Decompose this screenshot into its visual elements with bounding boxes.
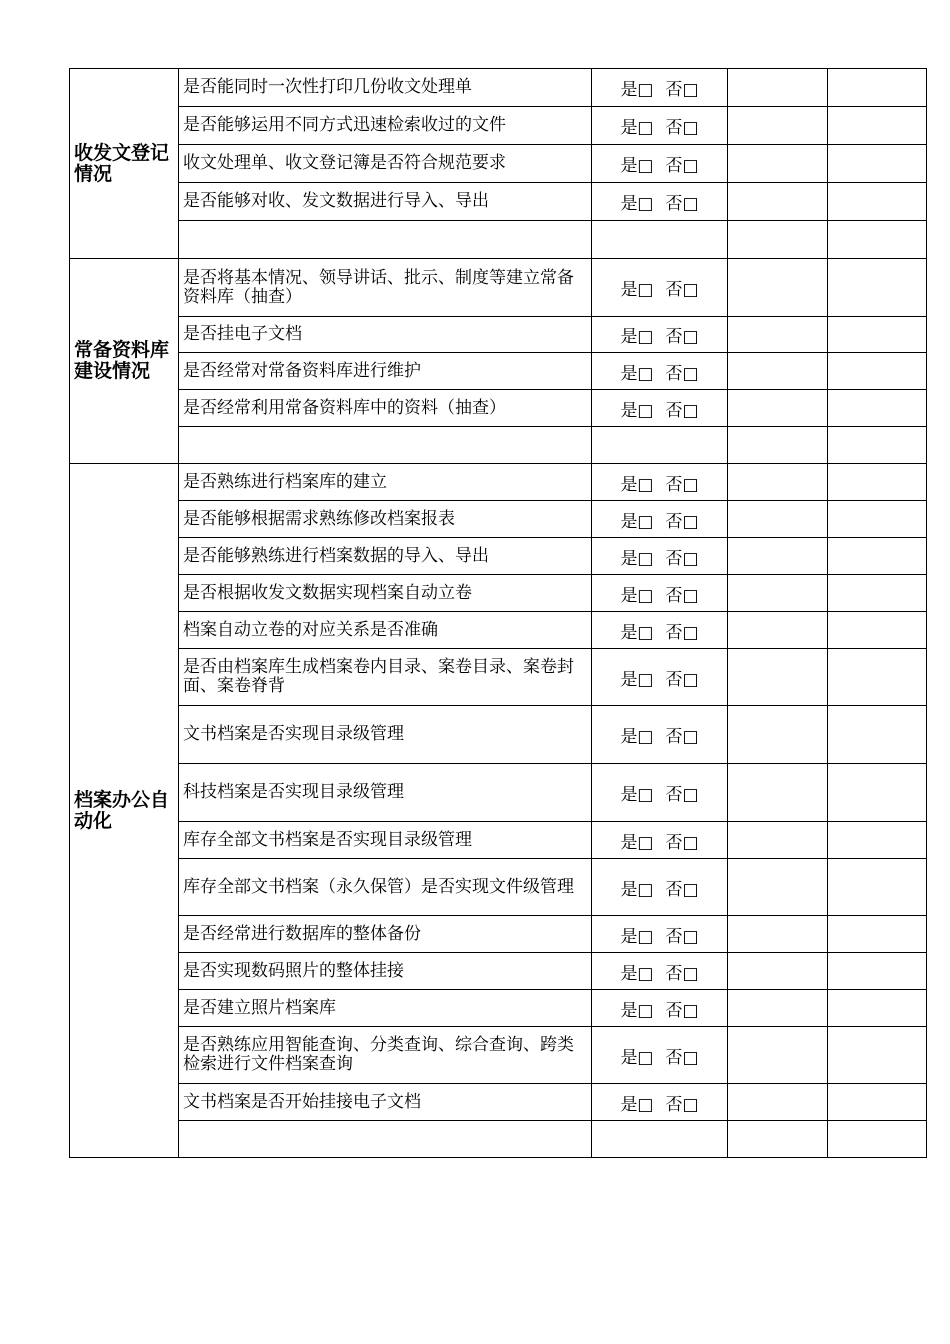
answer-cell [592,706,728,764]
table-row [70,1121,927,1158]
no-checkbox[interactable]: 否□ [665,832,699,853]
result-cell[interactable] [728,538,828,575]
table-row [70,1027,927,1084]
remark-cell[interactable] [828,427,927,464]
no-checkbox[interactable]: 否□ [665,363,699,384]
yes-checkbox[interactable]: 是□ [620,585,654,606]
table-row [70,427,927,464]
check-item: 是否能够根据需求熟练修改档案报表 [179,501,592,538]
remark-cell[interactable] [828,145,927,183]
yes-checkbox[interactable]: 是□ [620,727,654,747]
table-row [70,575,927,612]
table-row [70,259,927,317]
result-cell[interactable] [728,706,828,764]
check-item: 是否实现数码照片的整体挂接 [179,953,592,990]
answer-cell [592,259,728,317]
yes-checkbox[interactable]: 是□ [620,156,654,176]
check-item: 库存全部文书档案（永久保管）是否实现文件级管理 [179,859,592,916]
remark-cell[interactable] [828,764,927,822]
check-item: 是否经常对常备资料库进行维护 [179,353,592,390]
result-cell[interactable] [728,990,828,1027]
yes-checkbox[interactable]: 是□ [620,1094,654,1115]
no-checkbox[interactable]: 否□ [665,327,699,347]
answer-cell [592,916,728,953]
category-cell: 收发文登记情况 [70,69,179,259]
yes-checkbox[interactable]: 是□ [620,785,654,805]
table-row [70,612,927,649]
remark-cell[interactable] [828,353,927,390]
table-row [70,953,927,990]
table-row [70,183,927,221]
result-cell[interactable] [728,1027,828,1084]
yes-checkbox[interactable]: 是□ [620,363,654,384]
result-cell[interactable] [728,501,828,538]
yes-checkbox[interactable]: 是□ [620,832,654,853]
yes-checkbox[interactable]: 是□ [620,622,654,643]
check-item: 收文处理单、收文登记簿是否符合规范要求 [179,145,592,183]
yes-checkbox[interactable]: 是□ [620,1047,654,1068]
yes-checkbox[interactable]: 是□ [620,963,654,984]
remark-cell[interactable] [828,69,927,107]
check-item: 是否能够熟练进行档案数据的导入、导出 [179,538,592,575]
result-cell[interactable] [728,1084,828,1121]
remark-cell[interactable] [828,1084,927,1121]
table-row [70,916,927,953]
check-item: 文书档案是否实现目录级管理 [179,706,592,764]
answer-cell [592,612,728,649]
remark-cell[interactable] [828,649,927,706]
no-checkbox[interactable]: 否□ [665,926,699,947]
table-row [70,706,927,764]
answer-cell [592,822,728,859]
answer-cell [592,221,728,259]
no-checkbox[interactable]: 否□ [665,727,699,747]
yes-checkbox[interactable]: 是□ [620,194,654,214]
remark-cell[interactable] [828,538,927,575]
check-item: 档案自动立卷的对应关系是否准确 [179,612,592,649]
result-cell[interactable] [728,464,828,501]
yes-checkbox[interactable]: 是□ [620,80,654,100]
check-item [179,427,592,464]
table-row [70,501,927,538]
no-checkbox[interactable]: 否□ [665,118,699,138]
check-item: 是否能同时一次性打印几份收文处理单 [179,69,592,107]
yes-checkbox[interactable]: 是□ [620,879,654,900]
check-item: 是否挂电子文档 [179,317,592,353]
answer-cell [592,764,728,822]
yes-checkbox[interactable]: 是□ [620,327,654,347]
table-row [70,353,927,390]
check-item: 是否经常进行数据库的整体备份 [179,916,592,953]
result-cell[interactable] [728,427,828,464]
remark-cell[interactable] [828,612,927,649]
remark-cell[interactable] [828,464,927,501]
check-item: 是否能够对收、发文数据进行导入、导出 [179,183,592,221]
answer-cell [592,501,728,538]
check-item: 是否经常利用常备资料库中的资料（抽查） [179,390,592,427]
check-item [179,221,592,259]
remark-cell[interactable] [828,183,927,221]
answer-cell [592,317,728,353]
result-cell[interactable] [728,145,828,183]
yes-checkbox[interactable]: 是□ [620,669,654,690]
table-row [70,649,927,706]
answer-cell [592,649,728,706]
table-row [70,764,927,822]
answer-cell [592,464,728,501]
remark-cell[interactable] [828,822,927,859]
no-checkbox[interactable]: 否□ [665,585,699,606]
yes-checkbox[interactable]: 是□ [620,1000,654,1021]
result-cell[interactable] [728,859,828,916]
remark-cell[interactable] [828,259,927,317]
result-cell[interactable] [728,353,828,390]
no-checkbox[interactable]: 否□ [665,785,699,805]
answer-cell [592,69,728,107]
check-item [179,1121,592,1158]
table-row [70,822,927,859]
answer-cell [592,390,728,427]
table-row [70,464,927,501]
table-row [70,145,927,183]
table-row [70,990,927,1027]
checklist-table [69,68,927,1158]
check-item: 是否由档案库生成档案卷内目录、案卷目录、案卷封面、案卷脊背 [179,649,592,706]
result-cell[interactable] [728,390,828,427]
no-checkbox[interactable]: 否□ [665,280,699,300]
check-item: 库存全部文书档案是否实现目录级管理 [179,822,592,859]
remark-cell[interactable] [828,859,927,916]
yes-checkbox[interactable]: 是□ [620,926,654,947]
no-checkbox[interactable]: 否□ [665,622,699,643]
result-cell[interactable] [728,1121,828,1158]
no-checkbox[interactable]: 否□ [665,194,699,214]
no-checkbox[interactable]: 否□ [665,879,699,900]
table-row [70,538,927,575]
check-item: 是否建立照片档案库 [179,990,592,1027]
check-item: 是否根据收发文数据实现档案自动立卷 [179,575,592,612]
answer-cell [592,107,728,145]
category-cell: 常备资料库建设情况 [70,259,179,464]
result-cell[interactable] [728,69,828,107]
check-item: 是否熟练应用智能查询、分类查询、综合查询、跨类检索进行文件档案查询 [179,1027,592,1084]
result-cell[interactable] [728,612,828,649]
remark-cell[interactable] [828,990,927,1027]
result-cell[interactable] [728,317,828,353]
result-cell[interactable] [728,575,828,612]
no-checkbox[interactable]: 否□ [665,156,699,176]
answer-cell [592,859,728,916]
table-row [70,390,927,427]
no-checkbox[interactable]: 否□ [665,400,699,421]
table-row [70,317,927,353]
answer-cell [592,183,728,221]
answer-cell [592,1121,728,1158]
table-row [70,1084,927,1121]
result-cell[interactable] [728,916,828,953]
check-item: 文书档案是否开始挂接电子文档 [179,1084,592,1121]
yes-checkbox[interactable]: 是□ [620,474,654,495]
answer-cell [592,353,728,390]
answer-cell [592,1027,728,1084]
answer-cell [592,538,728,575]
remark-cell[interactable] [828,953,927,990]
answer-cell [592,1084,728,1121]
checklist-body [70,69,927,1158]
result-cell[interactable] [728,649,828,706]
yes-checkbox[interactable]: 是□ [620,280,654,300]
check-item: 是否熟练进行档案库的建立 [179,464,592,501]
no-checkbox[interactable]: 否□ [665,80,699,100]
result-cell[interactable] [728,183,828,221]
remark-cell[interactable] [828,1121,927,1158]
remark-cell[interactable] [828,107,927,145]
yes-checkbox[interactable]: 是□ [620,511,654,532]
table-row [70,107,927,145]
category-cell: 档案办公自动化 [70,464,179,1158]
no-checkbox[interactable]: 否□ [665,548,699,569]
no-checkbox[interactable]: 否□ [665,1094,699,1115]
answer-cell [592,575,728,612]
table-row [70,69,927,107]
yes-checkbox[interactable]: 是□ [620,118,654,138]
remark-cell[interactable] [828,221,927,259]
remark-cell[interactable] [828,575,927,612]
table-row [70,221,927,259]
no-checkbox[interactable]: 否□ [665,963,699,984]
result-cell[interactable] [728,259,828,317]
result-cell[interactable] [728,822,828,859]
check-item: 是否将基本情况、领导讲话、批示、制度等建立常备资料库（抽查） [179,259,592,317]
remark-cell[interactable] [828,706,927,764]
table-row [70,859,927,916]
answer-cell [592,427,728,464]
answer-cell [592,145,728,183]
remark-cell[interactable] [828,501,927,538]
no-checkbox[interactable]: 否□ [665,474,699,495]
no-checkbox[interactable]: 否□ [665,511,699,532]
result-cell[interactable] [728,764,828,822]
answer-cell [592,990,728,1027]
remark-cell[interactable] [828,317,927,353]
no-checkbox[interactable]: 否□ [665,669,699,690]
remark-cell[interactable] [828,1027,927,1084]
yes-checkbox[interactable]: 是□ [620,548,654,569]
remark-cell[interactable] [828,390,927,427]
no-checkbox[interactable]: 否□ [665,1000,699,1021]
answer-cell [592,953,728,990]
no-checkbox[interactable]: 否□ [665,1047,699,1068]
check-item: 是否能够运用不同方式迅速检索收过的文件 [179,107,592,145]
yes-checkbox[interactable]: 是□ [620,400,654,421]
result-cell[interactable] [728,221,828,259]
result-cell[interactable] [728,953,828,990]
check-item: 科技档案是否实现目录级管理 [179,764,592,822]
remark-cell[interactable] [828,916,927,953]
result-cell[interactable] [728,107,828,145]
